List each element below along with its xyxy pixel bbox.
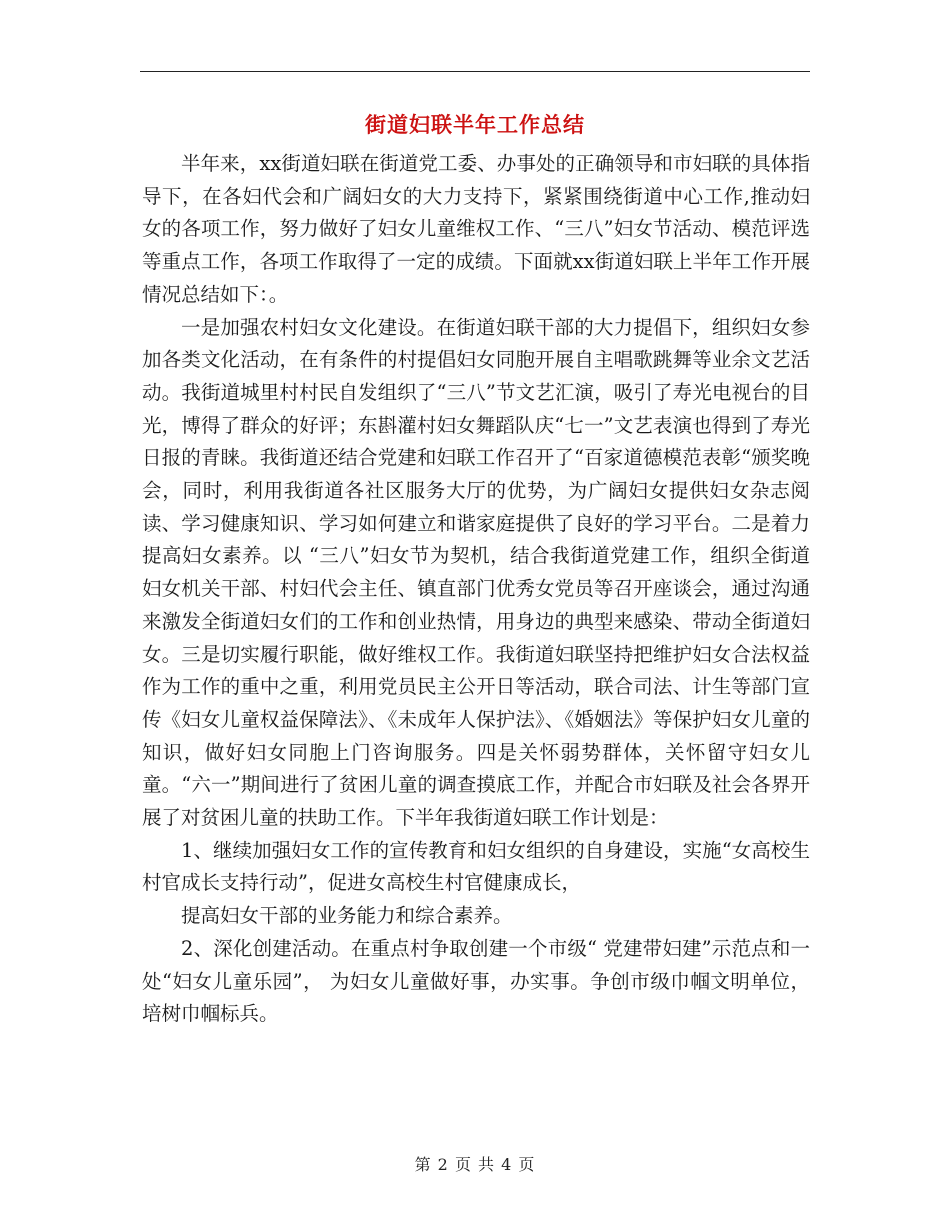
page-number: 第 2 页 共 4 页 xyxy=(414,1155,536,1174)
paragraph-plan-1-continued: 提高妇女干部的业务能力和综合素养。 xyxy=(181,904,513,928)
paragraph-work-items: 一是加强农村妇女文化建设。在街道妇联干部的大力提倡下，组织妇女参加各类文化活动，在有条件的村提倡妇女同胞开展自主唱歌跳舞等业余文艺活动。我街道城里村村民自发组织了“三八”节文艺汇演，吸引了寿光电视台的目光，博得了群众的好评；东斟灌村妇女舞蹈队庆“七一”文艺表演也得到了寿光日报的青睐。我街道还结合党建和妇联工作召开了“百家道德模范表彰“颁奖晚会，同时，利用我街道各社区服务大厅的优势，为广阔妇女提供妇女杂志阅读、学习健康知识、学习如何建立和谐家庭提供了良好的学习平台。二是着力提高妇女素养。以 “三八”妇女节为契机，结合我街道党建工作，组织全街道妇女机关干部、村妇代会主任、镇直部门优秀女党员等召开座谈会，通过沟通来激发全街道妇女们的工作和创业热情，用身边的典型来感染、带动全街道妇女。三是切实履行职能，做好维权工作。我街道妇联坚持把维护妇女合法权益作为工作的重中之重，利用党员民主公开日等活动，联合司法、计生等部门宣传《妇女儿童权益保障法》、《未成年人保护法》、《婚姻法》等保护妇女儿童的知识，做好妇女同胞上门咨询服务。四是关怀弱势群体，关怀留守妇女儿童。“六一”期间进行了贫困儿童的调查摸底工作，并配合市妇联及社会各界开展了对贫困儿童的扶助工作。下半年我街道妇联工作计划是： xyxy=(142,315,810,830)
paragraph-plan-1: 1、继续加强妇女工作的宣传教育和妇女组织的自身建设，实施“女高校生村官成长支持行动”，促进女高校生村官健康成长， xyxy=(142,838,810,895)
paragraph-plan-2: 2、深化创建活动。在重点村争取创建一个市级“ 党建带妇建”示范点和一处“妇女儿童乐园”， 为妇女儿童做好事，办实事。争创市级巾帼文明单位，培树巾帼标兵。 xyxy=(142,936,810,1026)
document-title: 街道妇联半年工作总结 xyxy=(365,112,585,137)
document-body xyxy=(142,148,810,1031)
paragraph-intro: 半年来，xx街道妇联在街道党工委、办事处的正确领导和市妇联的具体指导下，在各妇代会和广阔妇女的大力支持下，紧紧围绕街道中心工作,推动妇女的各项工作，努力做好了妇女儿童维权工作、“三八”妇女节活动、模范评选等重点工作，各项工作取得了一定的成绩。下面就xx街道妇联上半年工作开展情况总结如下：。 xyxy=(142,152,810,306)
header-rule xyxy=(140,71,810,72)
